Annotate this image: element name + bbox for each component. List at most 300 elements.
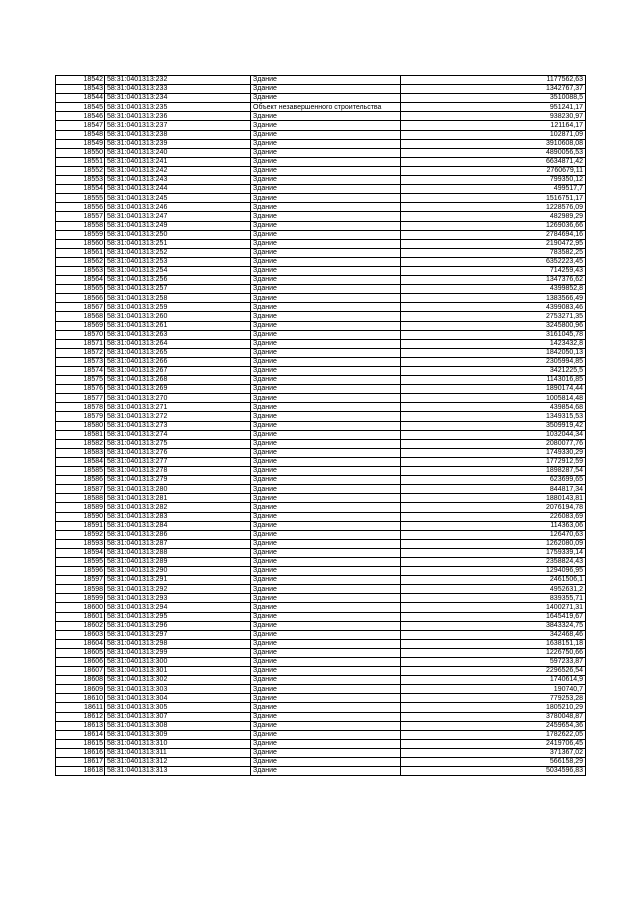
cadastral-number-cell: 58:31:0401313:235 (105, 103, 251, 112)
table-row (56, 758, 586, 767)
object-type-cell: Здание (251, 748, 401, 757)
table-row (56, 394, 586, 403)
table-row (56, 357, 586, 366)
cadastral-value-cell: 1880143,81 (401, 494, 586, 503)
row-number-cell: 18582 (56, 439, 105, 448)
cadastral-number-cell: 58:31:0401313:298 (105, 639, 251, 648)
table-body (56, 76, 586, 776)
cadastral-value-cell: 1898287,54 (401, 467, 586, 476)
cadastral-value-cell: 597233,87 (401, 658, 586, 667)
table-row (56, 467, 586, 476)
row-number-cell: 18545 (56, 103, 105, 112)
cadastral-value-cell: 1294096,95 (401, 567, 586, 576)
table-row (56, 739, 586, 748)
cadastral-number-cell: 58:31:0401313:296 (105, 621, 251, 630)
table-row (56, 648, 586, 657)
cadastral-number-cell: 58:31:0401313:260 (105, 312, 251, 321)
object-type-cell: Здание (251, 266, 401, 275)
object-type-cell: Здание (251, 603, 401, 612)
row-number-cell: 18575 (56, 376, 105, 385)
table-row (56, 203, 586, 212)
cadastral-value-cell: 2419706,45 (401, 739, 586, 748)
object-type-cell: Здание (251, 312, 401, 321)
object-type-cell: Здание (251, 121, 401, 130)
table-row (56, 194, 586, 203)
cadastral-value-cell: 6352223,45 (401, 257, 586, 266)
object-type-cell: Здание (251, 421, 401, 430)
cadastral-value-cell: 1349315,53 (401, 412, 586, 421)
object-type-cell: Здание (251, 667, 401, 676)
object-type-cell: Здание (251, 376, 401, 385)
cadastral-value-cell: 1005814,48 (401, 394, 586, 403)
row-number-cell: 18555 (56, 194, 105, 203)
object-type-cell: Здание (251, 557, 401, 566)
cadastral-value-cell: 1842050,13 (401, 348, 586, 357)
cadastral-value-cell: 126470,63 (401, 530, 586, 539)
cadastral-number-cell: 58:31:0401313:263 (105, 330, 251, 339)
table-row (56, 676, 586, 685)
table-row (56, 421, 586, 430)
object-type-cell: Здание (251, 348, 401, 357)
cadastral-value-cell: 3421225,5 (401, 367, 586, 376)
table-row (56, 157, 586, 166)
table-row (56, 767, 586, 776)
object-type-cell: Здание (251, 430, 401, 439)
row-number-cell: 18581 (56, 430, 105, 439)
object-type-cell: Здание (251, 294, 401, 303)
cadastral-value-cell: 1383566,49 (401, 294, 586, 303)
row-number-cell: 18590 (56, 512, 105, 521)
object-type-cell: Здание (251, 230, 401, 239)
object-type-cell: Здание (251, 339, 401, 348)
object-type-cell: Здание (251, 139, 401, 148)
cadastral-number-cell: 58:31:0401313:253 (105, 257, 251, 266)
cadastral-value-cell: 190740,7 (401, 685, 586, 694)
cadastral-value-cell: 566158,29 (401, 758, 586, 767)
row-number-cell: 18611 (56, 703, 105, 712)
object-type-cell: Здание (251, 703, 401, 712)
cadastral-number-cell: 58:31:0401313:268 (105, 376, 251, 385)
table-row (56, 639, 586, 648)
row-number-cell: 18610 (56, 694, 105, 703)
row-number-cell: 18576 (56, 385, 105, 394)
cadastral-number-cell: 58:31:0401313:304 (105, 694, 251, 703)
object-type-cell: Здание (251, 467, 401, 476)
cadastral-number-cell: 58:31:0401313:283 (105, 512, 251, 521)
table-row (56, 430, 586, 439)
row-number-cell: 18574 (56, 367, 105, 376)
row-number-cell: 18606 (56, 658, 105, 667)
cadastral-number-cell: 58:31:0401313:238 (105, 130, 251, 139)
row-number-cell: 18588 (56, 494, 105, 503)
cadastral-number-cell: 58:31:0401313:311 (105, 748, 251, 757)
table-row (56, 148, 586, 157)
object-type-cell: Здание (251, 330, 401, 339)
row-number-cell: 18616 (56, 748, 105, 757)
row-number-cell: 18548 (56, 130, 105, 139)
cadastral-value-cell: 2080077,76 (401, 439, 586, 448)
cadastral-number-cell: 58:31:0401313:240 (105, 148, 251, 157)
cadastral-number-cell: 58:31:0401313:294 (105, 603, 251, 612)
object-type-cell: Здание (251, 194, 401, 203)
cadastral-number-cell: 58:31:0401313:310 (105, 739, 251, 748)
cadastral-value-cell: 371367,02 (401, 748, 586, 757)
cadastral-value-cell: 3509919,42 (401, 421, 586, 430)
row-number-cell: 18561 (56, 248, 105, 257)
row-number-cell: 18542 (56, 76, 105, 85)
cadastral-number-cell: 58:31:0401313:301 (105, 667, 251, 676)
cadastral-number-cell: 58:31:0401313:280 (105, 485, 251, 494)
cadastral-value-cell: 2296526,54 (401, 667, 586, 676)
object-type-cell: Здание (251, 658, 401, 667)
cadastral-number-cell: 58:31:0401313:302 (105, 676, 251, 685)
cadastral-number-cell: 58:31:0401313:251 (105, 239, 251, 248)
cadastral-value-cell: 1890174,44 (401, 385, 586, 394)
cadastral-number-cell: 58:31:0401313:259 (105, 303, 251, 312)
object-type-cell: Здание (251, 285, 401, 294)
row-number-cell: 18583 (56, 448, 105, 457)
cadastral-value-cell: 2784694,16 (401, 230, 586, 239)
cadastral-value-cell: 2358824,43 (401, 557, 586, 566)
cadastral-value-cell: 839355,71 (401, 594, 586, 603)
object-type-cell: Здание (251, 403, 401, 412)
row-number-cell: 18577 (56, 394, 105, 403)
table-row (56, 239, 586, 248)
cadastral-value-cell: 1400271,31 (401, 603, 586, 612)
cadastral-number-cell: 58:31:0401313:291 (105, 576, 251, 585)
table-row (56, 667, 586, 676)
cadastral-number-cell: 58:31:0401313:242 (105, 166, 251, 175)
cadastral-number-cell: 58:31:0401313:312 (105, 758, 251, 767)
object-type-cell: Здание (251, 203, 401, 212)
table-row (56, 494, 586, 503)
cadastral-number-cell: 58:31:0401313:233 (105, 85, 251, 94)
object-type-cell: Здание (251, 512, 401, 521)
object-type-cell: Здание (251, 648, 401, 657)
table-row (56, 548, 586, 557)
cadastral-value-cell: 1749330,29 (401, 448, 586, 457)
cadastral-value-cell: 1423432,8 (401, 339, 586, 348)
object-type-cell: Здание (251, 94, 401, 103)
row-number-cell: 18562 (56, 257, 105, 266)
row-number-cell: 18614 (56, 730, 105, 739)
table-row (56, 721, 586, 730)
cadastral-number-cell: 58:31:0401313:257 (105, 285, 251, 294)
cadastral-value-cell: 2076194,78 (401, 503, 586, 512)
row-number-cell: 18579 (56, 412, 105, 421)
table-row (56, 748, 586, 757)
cadastral-number-cell: 58:31:0401313:282 (105, 503, 251, 512)
cadastral-number-cell: 58:31:0401313:236 (105, 112, 251, 121)
table-row (56, 612, 586, 621)
row-number-cell: 18570 (56, 330, 105, 339)
table-row (56, 212, 586, 221)
row-number-cell: 18613 (56, 721, 105, 730)
row-number-cell: 18567 (56, 303, 105, 312)
cadastral-number-cell: 58:31:0401313:237 (105, 121, 251, 130)
cadastral-value-cell: 499517,7 (401, 185, 586, 194)
object-type-cell: Здание (251, 166, 401, 175)
cadastral-number-cell: 58:31:0401313:303 (105, 685, 251, 694)
table-row (56, 730, 586, 739)
cadastral-value-cell: 482989,29 (401, 212, 586, 221)
row-number-cell: 18593 (56, 539, 105, 548)
object-type-cell: Здание (251, 594, 401, 603)
table-row (56, 312, 586, 321)
cadastral-value-cell: 342468,46 (401, 630, 586, 639)
object-type-cell: Здание (251, 385, 401, 394)
object-type-cell: Здание (251, 239, 401, 248)
object-type-cell: Здание (251, 248, 401, 257)
cadastral-value-cell: 3780048,87 (401, 712, 586, 721)
cadastral-number-cell: 58:31:0401313:295 (105, 612, 251, 621)
table-row (56, 303, 586, 312)
cadastral-number-cell: 58:31:0401313:300 (105, 658, 251, 667)
object-type-cell: Здание (251, 212, 401, 221)
cadastral-number-cell: 58:31:0401313:313 (105, 767, 251, 776)
cadastral-number-cell: 58:31:0401313:305 (105, 703, 251, 712)
cadastral-number-cell: 58:31:0401313:299 (105, 648, 251, 657)
object-type-cell: Здание (251, 630, 401, 639)
object-type-cell: Здание (251, 694, 401, 703)
object-type-cell: Здание (251, 439, 401, 448)
table-row (56, 121, 586, 130)
cadastral-number-cell: 58:31:0401313:270 (105, 394, 251, 403)
row-number-cell: 18592 (56, 530, 105, 539)
cadastral-value-cell: 3843324,75 (401, 621, 586, 630)
table-row (56, 412, 586, 421)
cadastral-value-cell: 226083,69 (401, 512, 586, 521)
row-number-cell: 18565 (56, 285, 105, 294)
cadastral-value-cell: 714259,43 (401, 266, 586, 275)
cadastral-value-cell: 121164,17 (401, 121, 586, 130)
cadastral-number-cell: 58:31:0401313:279 (105, 476, 251, 485)
table-row (56, 94, 586, 103)
object-type-cell: Здание (251, 585, 401, 594)
cadastral-value-cell: 1638151,18 (401, 639, 586, 648)
object-type-cell: Здание (251, 676, 401, 685)
table-row (56, 539, 586, 548)
cadastral-number-cell: 58:31:0401313:297 (105, 630, 251, 639)
row-number-cell: 18586 (56, 476, 105, 485)
row-number-cell: 18559 (56, 230, 105, 239)
row-number-cell: 18569 (56, 321, 105, 330)
cadastral-number-cell: 58:31:0401313:288 (105, 548, 251, 557)
cadastral-number-cell: 58:31:0401313:264 (105, 339, 251, 348)
object-type-cell: Здание (251, 621, 401, 630)
cadastral-value-cell: 2753271,35 (401, 312, 586, 321)
cadastral-number-cell: 58:31:0401313:256 (105, 276, 251, 285)
cadastral-value-cell: 6634871,42 (401, 157, 586, 166)
row-number-cell: 18597 (56, 576, 105, 585)
object-type-cell: Здание (251, 485, 401, 494)
row-number-cell: 18544 (56, 94, 105, 103)
row-number-cell: 18551 (56, 157, 105, 166)
cadastral-value-cell: 1516751,17 (401, 194, 586, 203)
cadastral-value-cell: 938230,97 (401, 112, 586, 121)
row-number-cell: 18594 (56, 548, 105, 557)
cadastral-number-cell: 58:31:0401313:276 (105, 448, 251, 457)
table-row (56, 712, 586, 721)
cadastral-number-cell: 58:31:0401313:241 (105, 157, 251, 166)
cadastral-number-cell: 58:31:0401313:254 (105, 266, 251, 275)
row-number-cell: 18602 (56, 621, 105, 630)
cadastral-value-cell: 1782622,05 (401, 730, 586, 739)
table-row (56, 376, 586, 385)
cadastral-value-cell: 102871,09 (401, 130, 586, 139)
cadastral-number-cell: 58:31:0401313:287 (105, 539, 251, 548)
object-type-cell: Здание (251, 257, 401, 266)
object-type-cell: Здание (251, 76, 401, 85)
row-number-cell: 18607 (56, 667, 105, 676)
cadastral-number-cell: 58:31:0401313:252 (105, 248, 251, 257)
object-type-cell: Здание (251, 457, 401, 466)
row-number-cell: 18571 (56, 339, 105, 348)
cadastral-value-cell: 1228576,09 (401, 203, 586, 212)
object-type-cell: Здание (251, 612, 401, 621)
row-number-cell: 18598 (56, 585, 105, 594)
object-type-cell: Здание (251, 721, 401, 730)
table-row (56, 630, 586, 639)
table-row (56, 557, 586, 566)
table-row (56, 85, 586, 94)
cadastral-number-cell: 58:31:0401313:274 (105, 430, 251, 439)
row-number-cell: 18566 (56, 294, 105, 303)
cadastral-number-cell: 58:31:0401313:309 (105, 730, 251, 739)
row-number-cell: 18547 (56, 121, 105, 130)
cadastral-value-cell: 2190472,95 (401, 239, 586, 248)
table-row (56, 685, 586, 694)
table-row (56, 403, 586, 412)
cadastral-value-cell: 5034596,83 (401, 767, 586, 776)
cadastral-value-cell: 3510088,5 (401, 94, 586, 103)
cadastral-value-cell: 1347376,62 (401, 276, 586, 285)
object-type-cell: Здание (251, 576, 401, 585)
object-type-cell: Здание (251, 567, 401, 576)
table-row (56, 139, 586, 148)
table-row (56, 485, 586, 494)
table-row (56, 112, 586, 121)
row-number-cell: 18595 (56, 557, 105, 566)
cadastral-value-cell: 1262080,09 (401, 539, 586, 548)
table-row (56, 658, 586, 667)
cadastral-number-cell: 58:31:0401313:275 (105, 439, 251, 448)
row-number-cell: 18617 (56, 758, 105, 767)
cadastral-value-cell: 1772912,59 (401, 457, 586, 466)
cadastral-value-cell: 4890056,53 (401, 148, 586, 157)
table-row (56, 257, 586, 266)
cadastral-number-cell: 58:31:0401313:250 (105, 230, 251, 239)
object-type-cell: Здание (251, 130, 401, 139)
row-number-cell: 18591 (56, 521, 105, 530)
object-type-cell: Здание (251, 494, 401, 503)
table-row (56, 348, 586, 357)
object-type-cell: Здание (251, 503, 401, 512)
cadastral-number-cell: 58:31:0401313:266 (105, 357, 251, 366)
table-row (56, 294, 586, 303)
table-row (56, 567, 586, 576)
cadastral-value-cell: 4952631,2 (401, 585, 586, 594)
cadastral-value-cell: 623699,65 (401, 476, 586, 485)
cadastral-value-cell: 3161045,78 (401, 330, 586, 339)
cadastral-value-cell: 1226750,66 (401, 648, 586, 657)
cadastral-value-cell: 4399083,46 (401, 303, 586, 312)
row-number-cell: 18557 (56, 212, 105, 221)
table-row (56, 603, 586, 612)
row-number-cell: 18604 (56, 639, 105, 648)
object-type-cell: Здание (251, 521, 401, 530)
cadastral-number-cell: 58:31:0401313:272 (105, 412, 251, 421)
table-row (56, 585, 586, 594)
object-type-cell: Здание (251, 412, 401, 421)
cadastral-value-cell: 951241,17 (401, 103, 586, 112)
table-row (56, 166, 586, 175)
cadastral-number-cell: 58:31:0401313:232 (105, 76, 251, 85)
row-number-cell: 18553 (56, 176, 105, 185)
cadastral-number-cell: 58:31:0401313:278 (105, 467, 251, 476)
object-type-cell: Здание (251, 85, 401, 94)
row-number-cell: 18573 (56, 357, 105, 366)
row-number-cell: 18605 (56, 648, 105, 657)
cadastral-number-cell: 58:31:0401313:281 (105, 494, 251, 503)
object-type-cell: Объект незавершенного строительства (251, 103, 401, 112)
table-row (56, 266, 586, 275)
object-type-cell: Здание (251, 758, 401, 767)
cadastral-number-cell: 58:31:0401313:284 (105, 521, 251, 530)
table-row (56, 185, 586, 194)
object-type-cell: Здание (251, 739, 401, 748)
table-row (56, 530, 586, 539)
row-number-cell: 18550 (56, 148, 105, 157)
cadastral-number-cell: 58:31:0401313:269 (105, 385, 251, 394)
table-row (56, 176, 586, 185)
object-type-cell: Здание (251, 148, 401, 157)
cadastral-table (55, 75, 586, 776)
cadastral-value-cell: 1032044,34 (401, 430, 586, 439)
cadastral-number-cell: 58:31:0401313:286 (105, 530, 251, 539)
cadastral-number-cell: 58:31:0401313:289 (105, 557, 251, 566)
cadastral-value-cell: 2760679,11 (401, 166, 586, 175)
cadastral-value-cell: 844817,34 (401, 485, 586, 494)
object-type-cell: Здание (251, 303, 401, 312)
cadastral-value-cell: 3245800,96 (401, 321, 586, 330)
cadastral-number-cell: 58:31:0401313:243 (105, 176, 251, 185)
object-type-cell: Здание (251, 185, 401, 194)
row-number-cell: 18584 (56, 457, 105, 466)
row-number-cell: 18608 (56, 676, 105, 685)
cadastral-value-cell: 2459654,36 (401, 721, 586, 730)
row-number-cell: 18556 (56, 203, 105, 212)
cadastral-value-cell: 1645419,67 (401, 612, 586, 621)
cadastral-value-cell: 2305994,85 (401, 357, 586, 366)
object-type-cell: Здание (251, 448, 401, 457)
cadastral-number-cell: 58:31:0401313:261 (105, 321, 251, 330)
cadastral-value-cell: 799350,12 (401, 176, 586, 185)
object-type-cell: Здание (251, 357, 401, 366)
object-type-cell: Здание (251, 394, 401, 403)
table-row (56, 694, 586, 703)
row-number-cell: 18589 (56, 503, 105, 512)
cadastral-value-cell: 1177562,63 (401, 76, 586, 85)
row-number-cell: 18600 (56, 603, 105, 612)
cadastral-number-cell: 58:31:0401313:308 (105, 721, 251, 730)
row-number-cell: 18554 (56, 185, 105, 194)
object-type-cell: Здание (251, 685, 401, 694)
table-row (56, 339, 586, 348)
cadastral-value-cell: 1805210,29 (401, 703, 586, 712)
cadastral-value-cell: 1143016,85 (401, 376, 586, 385)
table-row (56, 248, 586, 257)
